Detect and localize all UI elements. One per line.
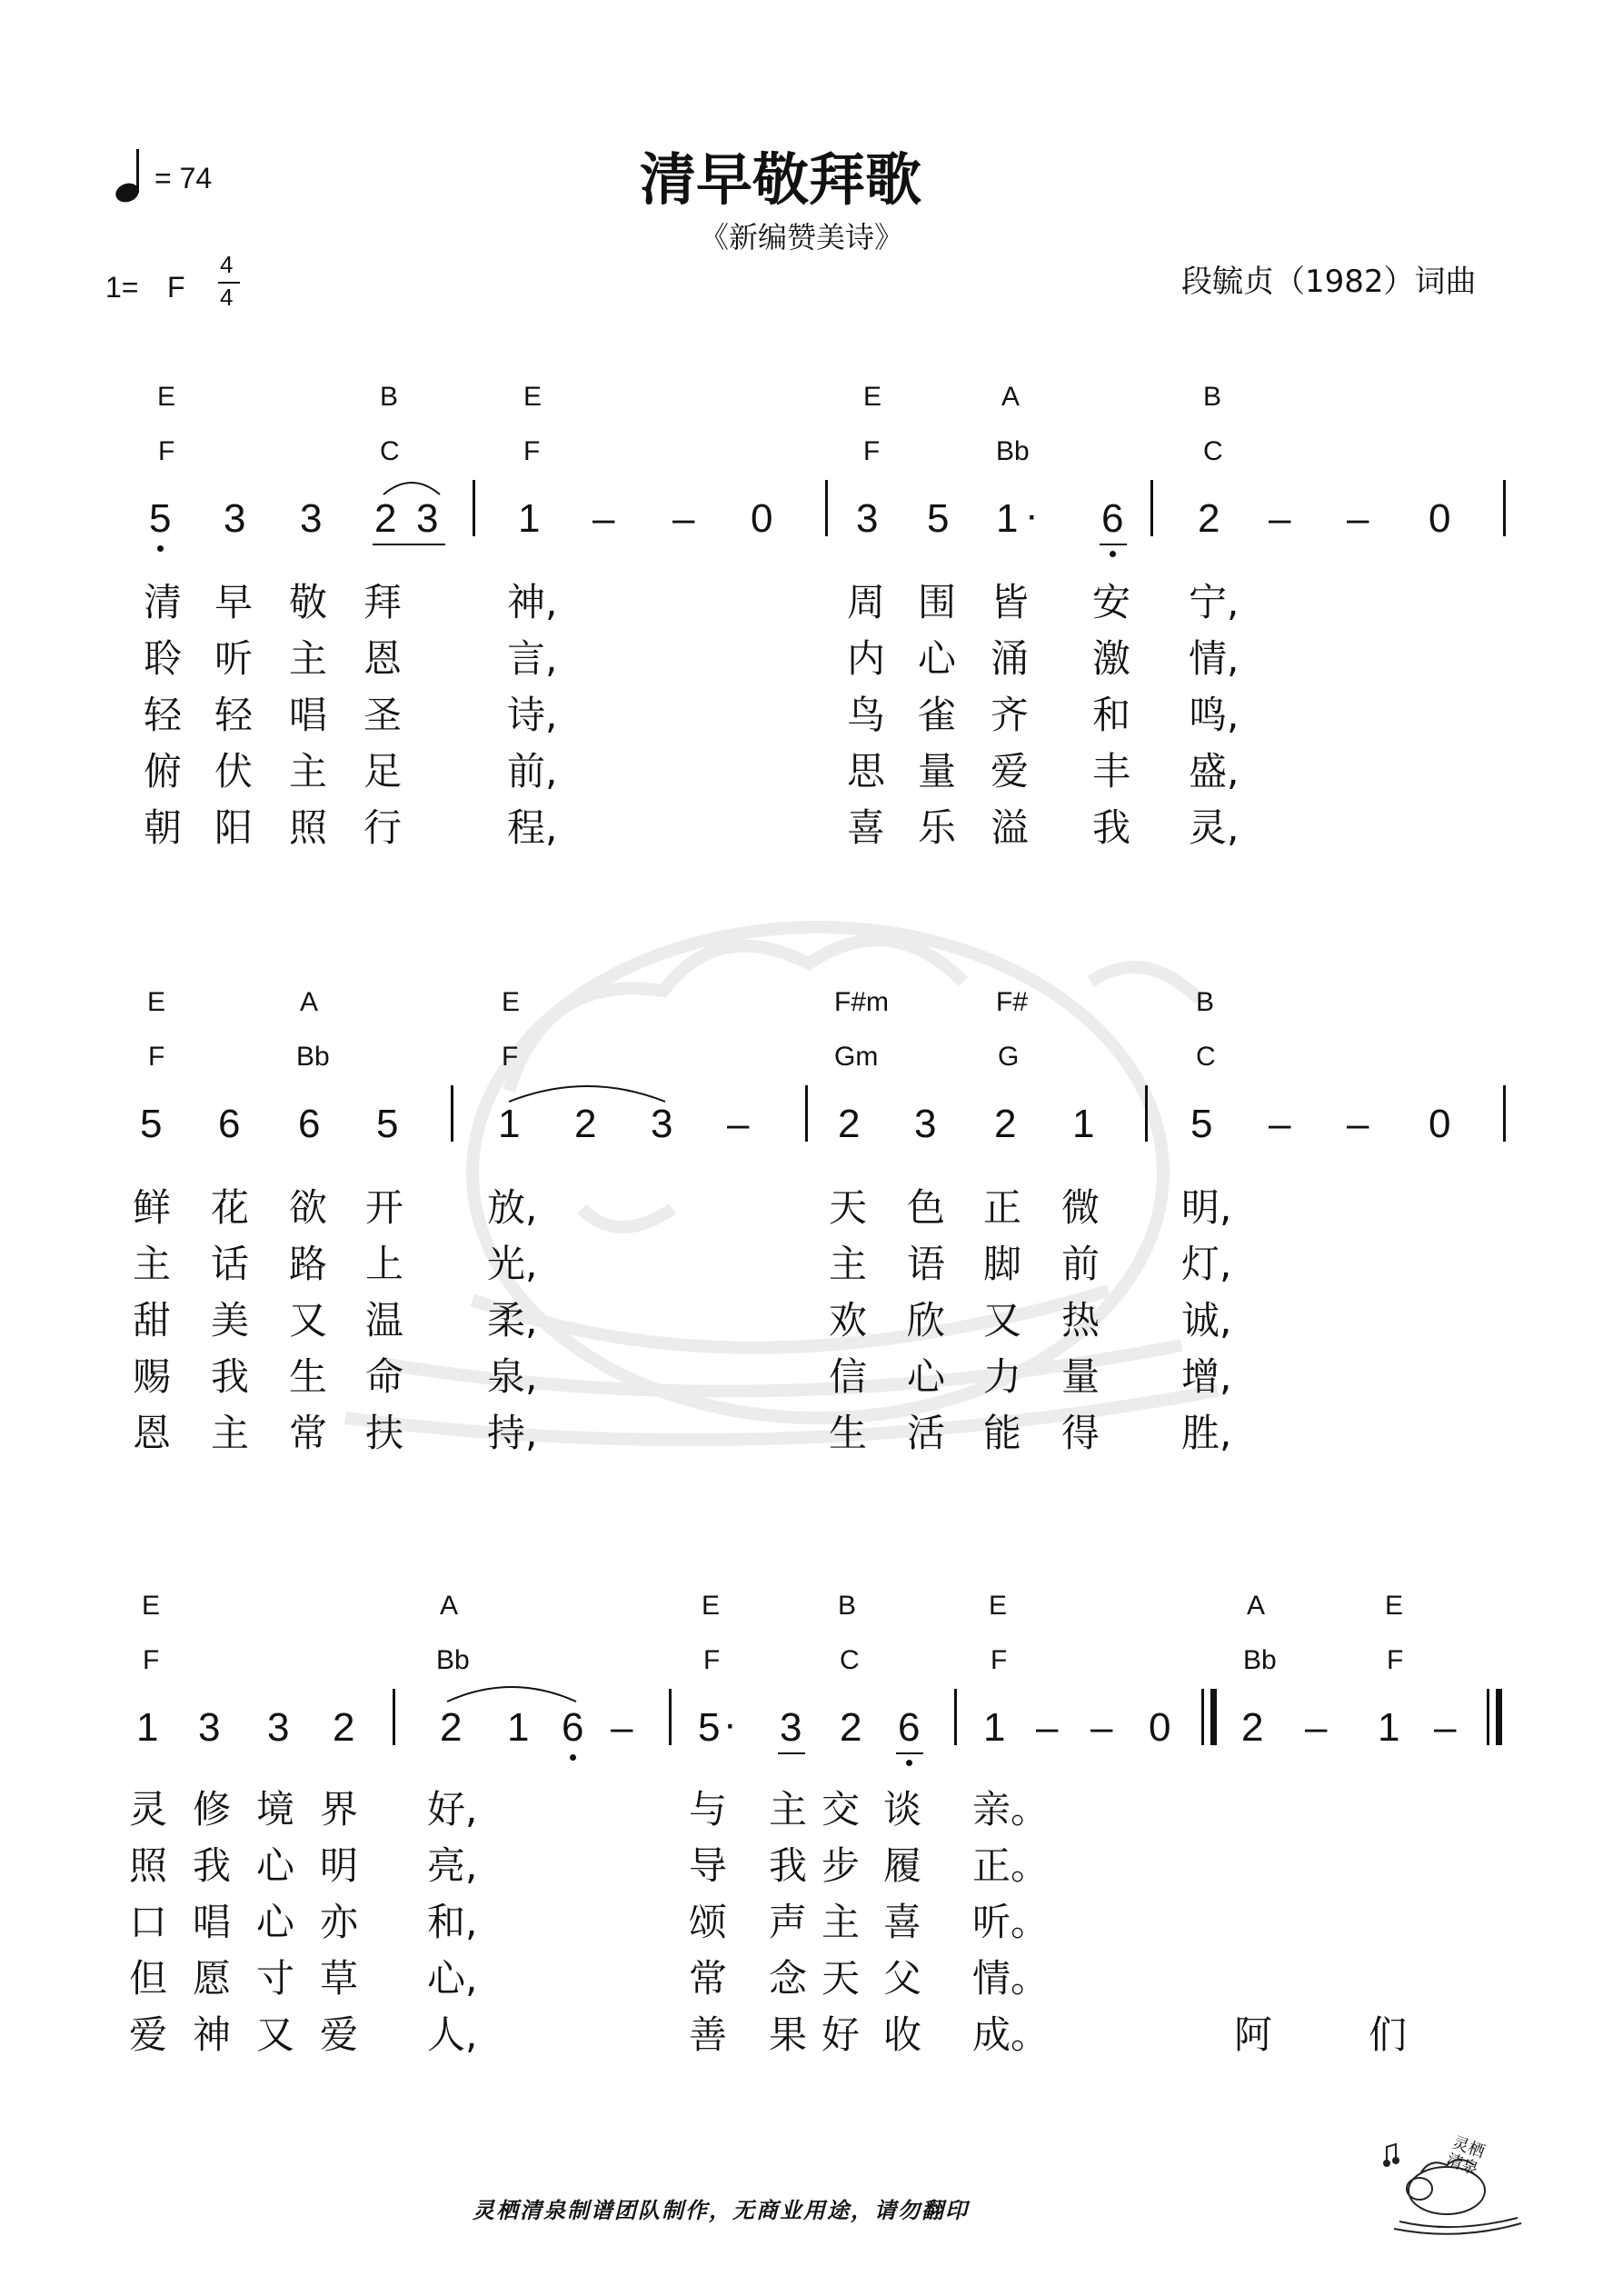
chord-lower: F <box>1387 1645 1404 1675</box>
lyric: 脚 <box>983 1242 1022 1286</box>
lyric: 我 <box>769 1843 808 1888</box>
chord-upper: F#m <box>834 987 889 1017</box>
note: – <box>1090 1705 1113 1750</box>
lyric: 爱 <box>991 749 1030 794</box>
barline <box>1503 480 1506 536</box>
note: – <box>1269 496 1291 541</box>
note: 1 <box>136 1705 159 1750</box>
lyric: 果 <box>769 2012 808 2057</box>
lyric: 声 <box>769 1900 808 1944</box>
note: – <box>1434 1705 1457 1750</box>
note: – <box>1305 1705 1328 1750</box>
lyric: 乐 <box>918 805 957 850</box>
chord-lower: F <box>143 1645 160 1675</box>
note: 5 <box>1190 1102 1213 1146</box>
lyric: 谈 <box>883 1787 922 1832</box>
lyric: 唱 <box>289 693 328 737</box>
chord-lower: C <box>380 436 400 466</box>
lyric: 成。 <box>972 2012 1050 2057</box>
chord-lower: C <box>840 1645 860 1675</box>
slur <box>380 476 443 498</box>
lyric: 心 <box>918 636 957 681</box>
lyric: 境 <box>256 1787 295 1832</box>
key-prefix: 1= <box>105 271 139 304</box>
note: 1 <box>1378 1705 1400 1750</box>
note: – <box>1036 1705 1059 1750</box>
key-signature: F <box>167 271 185 304</box>
lyric: 轻 <box>144 693 183 737</box>
lyric: 又 <box>983 1298 1022 1343</box>
lyric: 灵 <box>129 1787 168 1832</box>
chord-lower: G <box>998 1042 1020 1072</box>
note: 3 <box>300 496 323 541</box>
lyric: 喜 <box>847 805 886 850</box>
chord-lower: F <box>703 1645 721 1675</box>
chord-upper: B <box>838 1591 857 1621</box>
barline <box>669 1689 672 1745</box>
chord-lower: F <box>523 436 541 466</box>
chord-lower: F <box>158 436 175 466</box>
note: 0 <box>1149 1705 1171 1750</box>
final-barline <box>1496 1689 1502 1745</box>
lyric: 听。 <box>972 1900 1050 1944</box>
lyric: 活 <box>907 1411 946 1455</box>
lyric: 胜, <box>1181 1411 1232 1455</box>
lyric: 主 <box>211 1411 250 1455</box>
lyric: 言, <box>507 636 558 681</box>
lyric: 和, <box>427 1900 478 1944</box>
barline <box>954 1689 957 1745</box>
lyric: 神 <box>193 2012 232 2057</box>
lyric: 主 <box>821 1900 861 1944</box>
lyric: 听 <box>214 636 254 681</box>
lyric: 愿 <box>193 1956 232 2001</box>
note: – <box>592 496 615 541</box>
note: 6 <box>898 1705 921 1750</box>
note: 5 <box>149 496 172 541</box>
lyric: 亮, <box>427 1843 478 1888</box>
chord-upper: E <box>142 1591 161 1621</box>
lyric: 好, <box>427 1787 478 1832</box>
footer-copyright: 灵栖清泉制谱团队制作，无商业用途，请勿翻印 <box>473 2198 969 2223</box>
lyric: 鲜 <box>133 1185 172 1230</box>
barline <box>1503 1085 1506 1142</box>
lyric: 诗, <box>507 693 558 737</box>
lyric: 但 <box>129 1956 168 2001</box>
note: 2 <box>994 1102 1017 1146</box>
lyric: 涌 <box>991 636 1030 681</box>
chord-lower: F <box>148 1042 165 1072</box>
lyric: 寸 <box>256 1956 295 2001</box>
lyric: 清 <box>144 580 183 624</box>
lyric: 父 <box>883 1956 922 2001</box>
lyric: 恩 <box>363 636 403 681</box>
lyric: 爱 <box>320 2012 359 2057</box>
lyric: 思 <box>847 749 886 794</box>
lyric: 鸣, <box>1189 693 1240 737</box>
lyric: 心 <box>256 1900 295 1944</box>
lyric: 伏 <box>214 749 254 794</box>
lyric: 们 <box>1369 2012 1408 2057</box>
lyric: 喜 <box>883 1900 922 1944</box>
note: 1 <box>996 496 1019 541</box>
chord-lower: Bb <box>996 436 1030 466</box>
lyric: 颂 <box>689 1900 728 1944</box>
note: 3 <box>416 496 439 541</box>
lyric: 又 <box>256 2012 295 2057</box>
lyric: 赐 <box>133 1354 172 1399</box>
lyric: 热 <box>1061 1298 1100 1343</box>
barline <box>805 1085 808 1142</box>
double-barline <box>1201 1689 1204 1745</box>
lyric: 主 <box>289 636 328 681</box>
chord-upper: E <box>989 1591 1008 1621</box>
chord-upper: E <box>523 382 543 412</box>
note: 2 <box>574 1102 597 1146</box>
note: 1 <box>983 1705 1006 1750</box>
note: 5 <box>698 1705 721 1750</box>
lyric: 心 <box>256 1843 295 1888</box>
lyric: 明, <box>1181 1185 1232 1230</box>
lyric: 盛, <box>1189 749 1240 794</box>
page-subtitle: 《新编赞美诗》 <box>700 220 904 255</box>
lyric: 内 <box>847 636 886 681</box>
lyric: 亲。 <box>972 1787 1050 1832</box>
note: 3 <box>198 1705 221 1750</box>
final-barline <box>1487 1689 1489 1745</box>
lyric: 周 <box>847 580 886 624</box>
barline <box>1145 1085 1148 1142</box>
lyric: 天 <box>821 1956 861 2001</box>
barline <box>473 480 475 536</box>
lyric: 行 <box>363 805 403 850</box>
lyric: 敬 <box>289 580 328 624</box>
eighth-beam <box>1100 544 1127 545</box>
note: 2 <box>374 496 397 541</box>
lyric: 放, <box>487 1185 538 1230</box>
note: 2 <box>838 1102 861 1146</box>
lyric: 齐 <box>991 693 1030 737</box>
note: 1 <box>507 1705 530 1750</box>
chord-lower: Bb <box>1243 1645 1277 1675</box>
lyric: 程, <box>507 805 558 850</box>
note: 0 <box>1429 496 1451 541</box>
chord-lower: C <box>1196 1042 1216 1072</box>
lyric: 照 <box>129 1843 168 1888</box>
chord-lower: F <box>991 1645 1008 1675</box>
lyric: 欢 <box>829 1298 868 1343</box>
note: 0 <box>1429 1102 1451 1146</box>
chord-upper: E <box>1385 1591 1404 1621</box>
lyric: 主 <box>769 1787 808 1832</box>
barline <box>825 480 828 536</box>
lyric: 灯, <box>1181 1242 1232 1286</box>
chord-upper: A <box>300 987 319 1017</box>
note: 3 <box>914 1102 937 1146</box>
lyric: 明 <box>320 1843 359 1888</box>
eighth-beam <box>896 1752 923 1754</box>
lyric: 导 <box>689 1843 728 1888</box>
lyric: 信 <box>829 1354 868 1399</box>
note: 3 <box>267 1705 290 1750</box>
lyric: 草 <box>320 1956 359 2001</box>
note: 3 <box>856 496 879 541</box>
lyric: 前 <box>1061 1242 1100 1286</box>
lyric: 激 <box>1092 636 1131 681</box>
chord-lower: Bb <box>436 1645 470 1675</box>
note: 3 <box>224 496 246 541</box>
lyric: 语 <box>907 1242 946 1286</box>
lyric: 俯 <box>144 749 183 794</box>
time-signature-top: 4 <box>220 251 234 278</box>
lyric: 扶 <box>365 1411 404 1455</box>
lower-octave-dot <box>906 1760 912 1766</box>
lyric: 口 <box>129 1900 168 1944</box>
lyric: 常 <box>689 1956 728 2001</box>
lyric: 欲 <box>289 1185 328 1230</box>
note: 0 <box>751 496 773 541</box>
chord-lower: F <box>502 1042 519 1072</box>
lyric: 界 <box>320 1787 359 1832</box>
lyric: 柔, <box>487 1298 538 1343</box>
page-title: 清早敬拜歌 <box>640 146 922 213</box>
lyric: 修 <box>193 1787 232 1832</box>
chord-lower: C <box>1203 436 1223 466</box>
note: 6 <box>562 1705 584 1750</box>
lower-octave-dot <box>570 1754 576 1761</box>
lyric: 阳 <box>214 805 254 850</box>
lyric: 力 <box>983 1354 1022 1399</box>
lyric: 灵, <box>1189 805 1240 850</box>
note: – <box>1347 496 1369 541</box>
lyric: 步 <box>821 1843 861 1888</box>
tempo-text: = 74 <box>154 162 213 195</box>
eighth-beam <box>373 544 445 545</box>
lyric: 雀 <box>918 693 957 737</box>
lyric: 命 <box>365 1354 404 1399</box>
chord-upper: A <box>440 1591 459 1621</box>
lyric: 心, <box>427 1956 478 2001</box>
lyric: 得 <box>1061 1411 1100 1455</box>
lyric: 好 <box>821 2012 861 2057</box>
lyric: 宁, <box>1189 580 1240 624</box>
note: 2 <box>1198 496 1220 541</box>
lyric: 交 <box>821 1787 861 1832</box>
lyric: 能 <box>983 1411 1022 1455</box>
lyric: 泉, <box>487 1354 538 1399</box>
lyric: 鸟 <box>847 693 886 737</box>
lyric: 量 <box>1061 1354 1100 1399</box>
chord-upper: B <box>1196 987 1215 1017</box>
note: 5 <box>376 1102 399 1146</box>
lyric: 光, <box>487 1242 538 1286</box>
lyric: 量 <box>918 749 957 794</box>
lyric: 主 <box>289 749 328 794</box>
chord-upper: B <box>1203 382 1222 412</box>
lyric: 安 <box>1092 580 1131 624</box>
note: – <box>611 1705 633 1750</box>
lyric: 甜 <box>133 1298 172 1343</box>
lyric: 美 <box>211 1298 250 1343</box>
eighth-beam <box>778 1752 805 1754</box>
lyric: 色 <box>907 1185 946 1230</box>
note: 6 <box>1101 496 1124 541</box>
barline <box>451 1085 453 1142</box>
lyric: 上 <box>365 1242 404 1286</box>
lyric: 又 <box>289 1298 328 1343</box>
chord-lower: F <box>863 436 881 466</box>
lyric: 欣 <box>907 1298 946 1343</box>
lyric: 主 <box>829 1242 868 1286</box>
lyric: 皆 <box>991 580 1030 624</box>
chord-upper: E <box>147 987 166 1017</box>
lower-octave-dot <box>157 545 164 552</box>
lyric: 情。 <box>972 1956 1050 2001</box>
lyric: 围 <box>918 580 957 624</box>
lyric: 善 <box>689 2012 728 2057</box>
barline <box>1150 480 1153 536</box>
lyric: 收 <box>883 2012 922 2057</box>
lyric: 路 <box>289 1242 328 1286</box>
note: 1 <box>518 496 541 541</box>
lyric: 情, <box>1189 636 1240 681</box>
lyric: 持, <box>487 1411 538 1455</box>
lyric: 增, <box>1181 1354 1232 1399</box>
note: 2 <box>333 1705 355 1750</box>
note: 1 <box>1072 1102 1095 1146</box>
lyric: 温 <box>365 1298 404 1343</box>
chord-upper: E <box>702 1591 721 1621</box>
lyric: 足 <box>363 749 403 794</box>
dotted-note-mark: · <box>723 1702 737 1746</box>
chord-upper: E <box>157 382 176 412</box>
lyric: 唱 <box>193 1900 232 1944</box>
lyric: 前, <box>507 749 558 794</box>
quarter-note-icon <box>115 147 151 211</box>
lyric: 我 <box>193 1843 232 1888</box>
lyric: 与 <box>689 1787 728 1832</box>
lyric: 爱 <box>129 2012 168 2057</box>
lyric: 溢 <box>991 805 1030 850</box>
lyric: 聆 <box>144 636 183 681</box>
lyric: 主 <box>133 1242 172 1286</box>
slur <box>443 1678 580 1705</box>
lyric: 常 <box>289 1411 328 1455</box>
lyric: 微 <box>1061 1185 1100 1230</box>
chord-upper: B <box>380 382 399 412</box>
lower-octave-dot <box>1110 551 1116 557</box>
note: 3 <box>651 1102 673 1146</box>
author-credit: 段毓贞（1982）词曲 <box>1181 264 1477 300</box>
note: 6 <box>298 1102 321 1146</box>
lyric: 圣 <box>363 693 403 737</box>
lyric: 和 <box>1092 693 1131 737</box>
lyric: 我 <box>211 1354 250 1399</box>
lyric: 轻 <box>214 693 254 737</box>
lyric: 丰 <box>1092 749 1131 794</box>
barline <box>393 1689 395 1745</box>
note: – <box>1347 1102 1369 1146</box>
lyric: 生 <box>829 1411 868 1455</box>
lyric: 我 <box>1092 805 1131 850</box>
lyric: 拜 <box>363 580 403 624</box>
lyric: 亦 <box>320 1900 359 1944</box>
note: – <box>672 496 695 541</box>
lyric: 生 <box>289 1354 328 1399</box>
note: – <box>1269 1102 1291 1146</box>
lyric: 念 <box>769 1956 808 2001</box>
lyric: 话 <box>211 1242 250 1286</box>
lyric: 早 <box>214 580 254 624</box>
note: 3 <box>780 1705 802 1750</box>
lyric: 履 <box>883 1843 922 1888</box>
lyric: 心 <box>907 1354 946 1399</box>
chord-lower: Bb <box>296 1042 330 1072</box>
chord-lower: Gm <box>834 1042 879 1072</box>
note: 2 <box>440 1705 463 1750</box>
chord-upper: A <box>1247 1591 1266 1621</box>
chord-upper: A <box>1001 382 1021 412</box>
lyric: 神, <box>507 580 558 624</box>
chord-upper: E <box>863 382 882 412</box>
logo-text: 灵栖清泉 <box>1443 2132 1488 2180</box>
note: 1 <box>498 1102 521 1146</box>
note: 5 <box>140 1102 163 1146</box>
note: 2 <box>1241 1705 1264 1750</box>
time-signature-bottom: 4 <box>220 284 234 311</box>
lyric: 人, <box>427 2012 478 2057</box>
double-barline <box>1210 1689 1217 1745</box>
lyric: 天 <box>829 1185 868 1230</box>
chord-upper: F# <box>996 987 1029 1017</box>
dotted-note-mark: · <box>1025 493 1039 537</box>
lyric: 正。 <box>972 1843 1050 1888</box>
lyric: 开 <box>365 1185 404 1230</box>
note: 5 <box>927 496 950 541</box>
lyric: 阿 <box>1234 2012 1273 2057</box>
lyric: 恩 <box>133 1411 172 1455</box>
lyric: 正 <box>983 1185 1022 1230</box>
lyric: 诚, <box>1181 1298 1232 1343</box>
note: – <box>727 1102 750 1146</box>
lyric: 花 <box>211 1185 250 1230</box>
note: 6 <box>218 1102 241 1146</box>
lyric: 照 <box>289 805 328 850</box>
lyric: 朝 <box>144 805 183 850</box>
note: 2 <box>840 1705 862 1750</box>
chord-upper: E <box>502 987 521 1017</box>
